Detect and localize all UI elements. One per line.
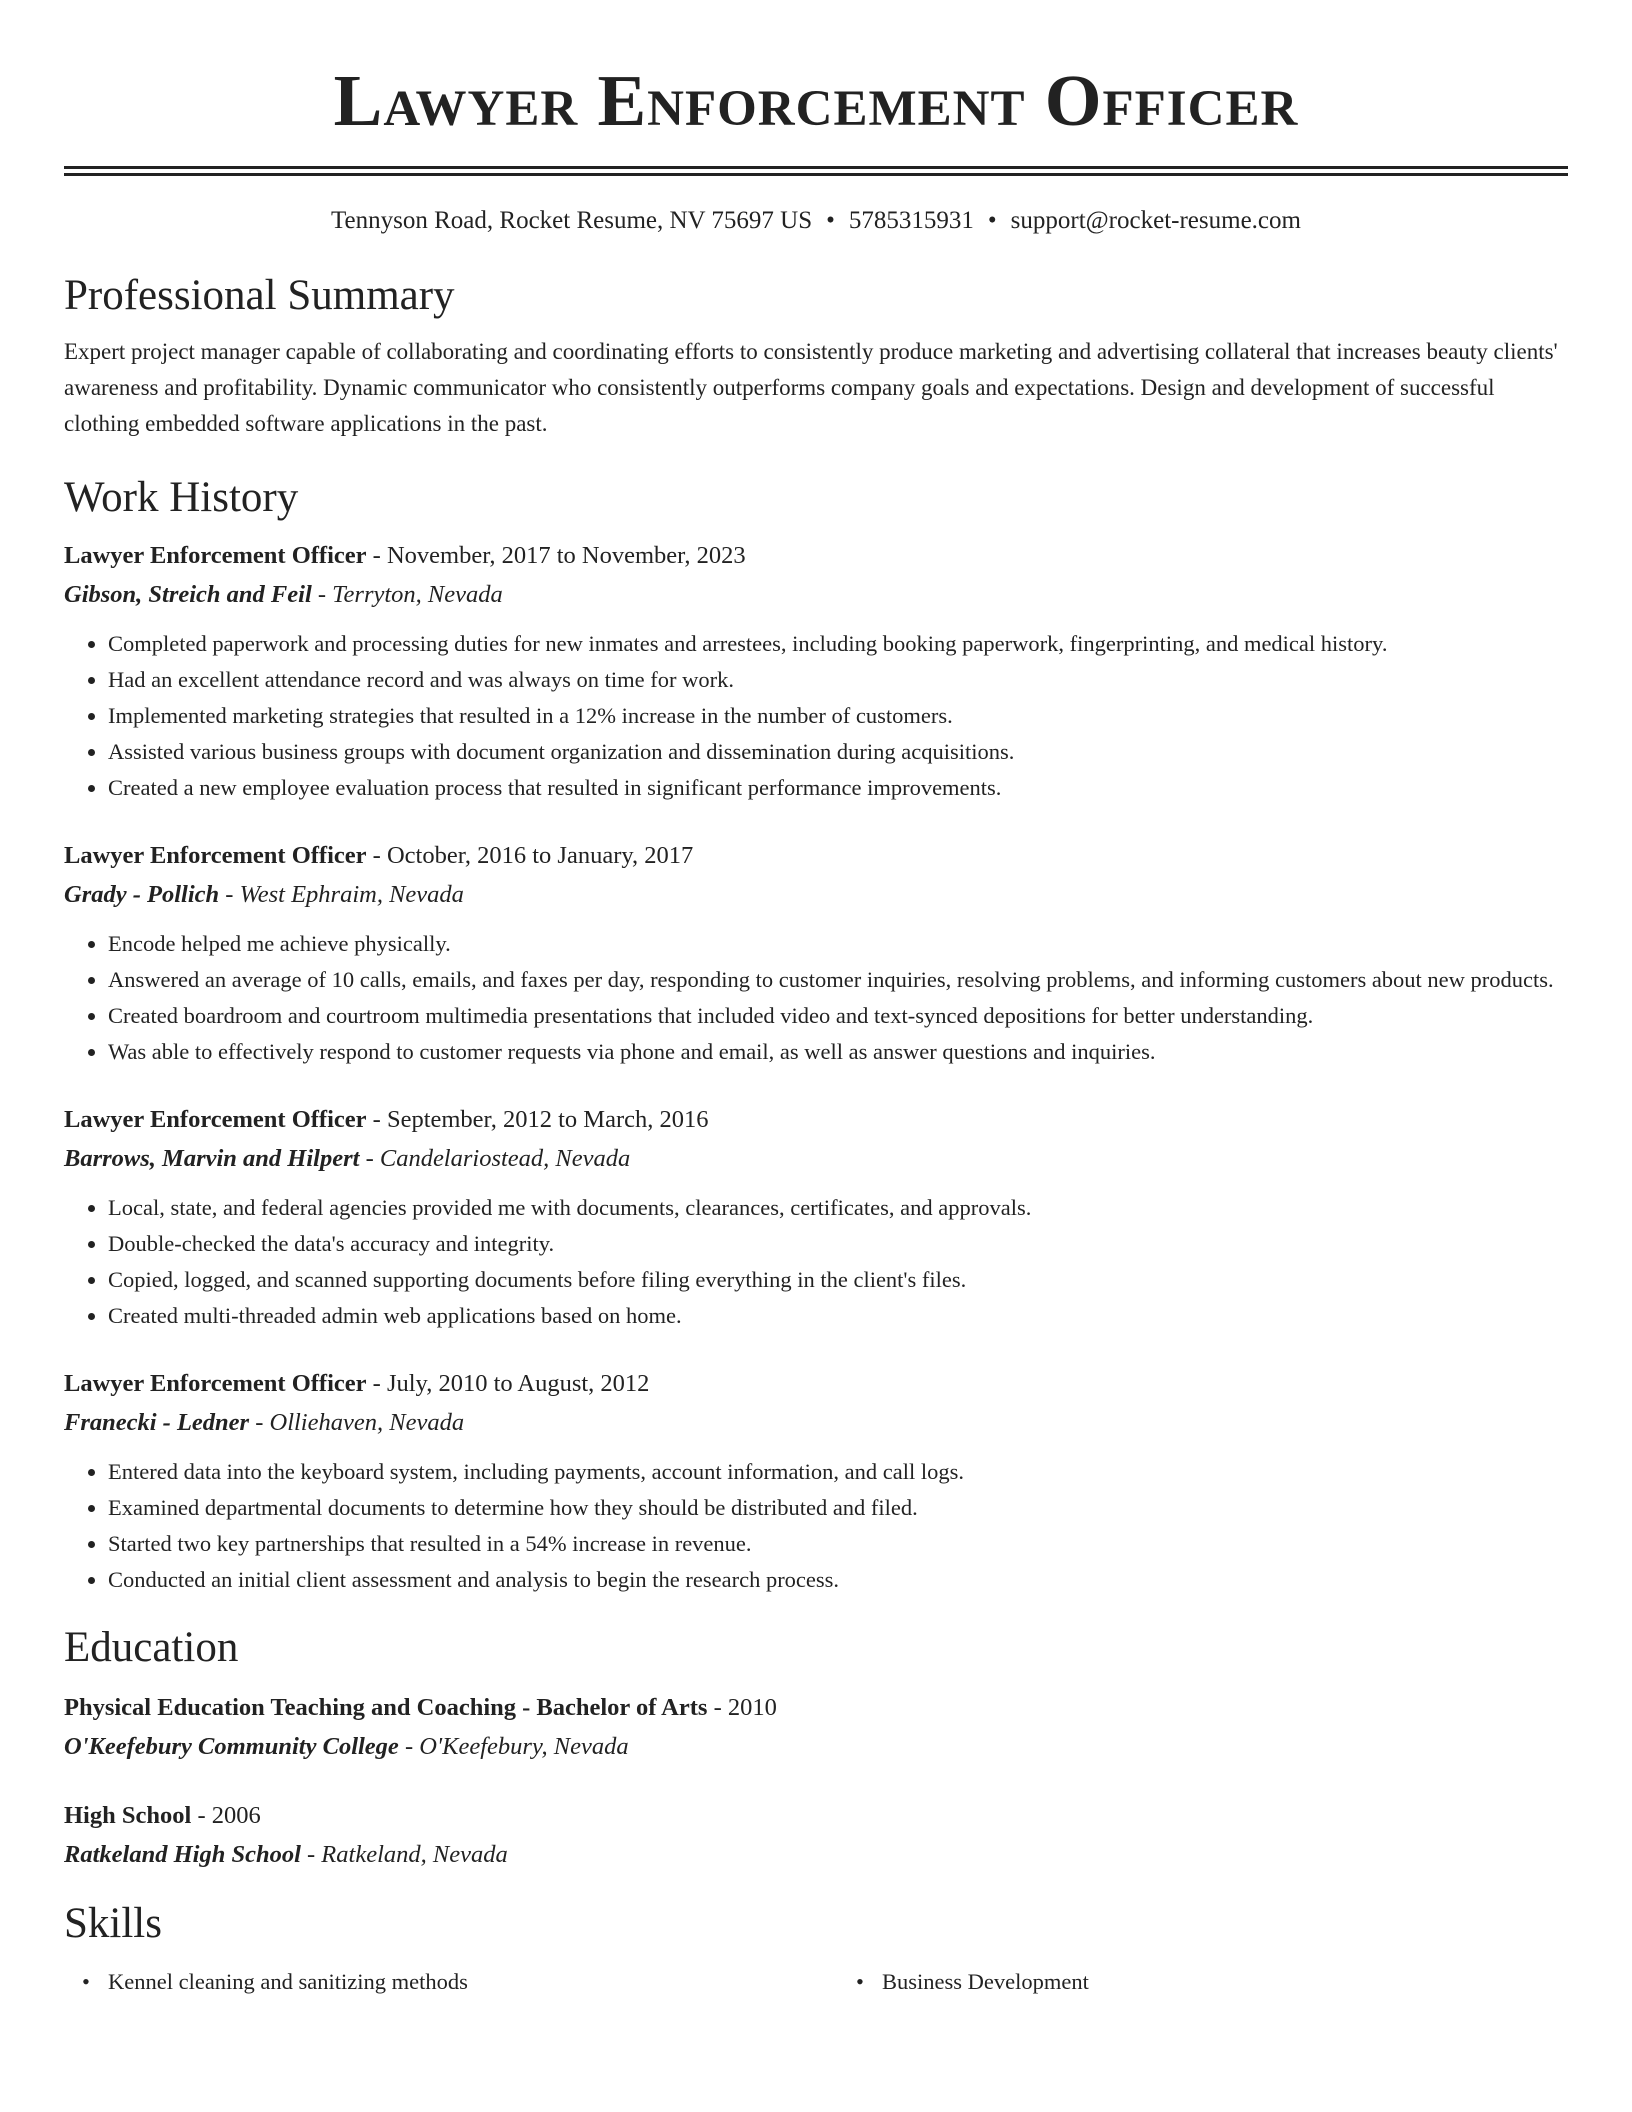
- job-location: - Olliehaven, Nevada: [249, 1409, 465, 1436]
- job-company-line: [64, 575, 1568, 614]
- education-location: - O'Keefebury, Nevada: [398, 1733, 629, 1760]
- education-degree: Physical Education Teaching and Coaching - Bachelor of Arts: [64, 1694, 708, 1721]
- job-entry: [64, 836, 1568, 1070]
- section-title-skills: Skills: [64, 1900, 162, 1947]
- job-location: - Terryton, Nevada: [311, 581, 503, 608]
- job-company-line: [64, 875, 1568, 914]
- education-location: - Ratkeland, Nevada: [300, 1841, 508, 1868]
- job-title-line: [64, 836, 1568, 875]
- job-location: - West Ephraim, Nevada: [219, 881, 464, 908]
- job-bullet: • Conducted an initial client assessment and analysis to begin the research process.: [108, 1562, 1568, 1598]
- job-entry: [64, 536, 1568, 806]
- job-bullet: • Assisted various business groups with document organization and dissemination during acquisitions.: [108, 734, 1568, 770]
- education-degree: High School: [64, 1802, 192, 1829]
- job-role: Lawyer Enforcement Officer: [64, 842, 367, 869]
- job-bullets: [64, 1190, 1568, 1334]
- job-dates: - July, 2010 to August, 2012: [366, 1370, 650, 1397]
- skills-list: [64, 1964, 1568, 2000]
- job-bullet: • Created boardroom and courtroom multimedia presentations that included video and text-synced depositions for better understanding.: [108, 998, 1568, 1034]
- job-company-line: [64, 1403, 1568, 1442]
- job-bullet: • Copied, logged, and scanned supporting documents before filing everything in the client's files.: [108, 1262, 1568, 1298]
- job-entry: [64, 1364, 1568, 1598]
- job-bullet: • Examined departmental documents to determine how they should be distributed and filed.: [108, 1490, 1568, 1526]
- job-bullet: • Implemented marketing strategies that resulted in a 12% increase in the number of customers.: [108, 698, 1568, 734]
- job-company: Barrows, Marvin and Hilpert: [64, 1145, 360, 1172]
- job-bullet: • Created a new employee evaluation process that resulted in significant performance improvements.: [108, 770, 1568, 806]
- job-bullet: • Answered an average of 10 calls, emails, and faxes per day, responding to customer inquiries, resolving problems, and informing customers about new products.: [108, 962, 1568, 998]
- education-year: - 2006: [191, 1802, 261, 1829]
- job-bullet: • Created multi-threaded admin web applications based on home.: [108, 1298, 1568, 1334]
- job-bullet: • Encode helped me achieve physically.: [108, 926, 1568, 962]
- education-school: O'Keefebury Community College: [64, 1733, 399, 1760]
- job-bullet: • Local, state, and federal agencies provided me with documents, clearances, certificates, and approvals.: [108, 1190, 1568, 1226]
- section-title-work-history: Work History: [64, 474, 299, 521]
- job-bullet: • Started two key partnerships that resulted in a 54% increase in revenue.: [108, 1526, 1568, 1562]
- education-entry: [64, 1688, 1568, 1766]
- job-company-line: [64, 1139, 1568, 1178]
- job-title-line: [64, 536, 1568, 575]
- skill-item: • Business Development: [838, 1964, 1568, 2000]
- job-company: Franecki - Ledner: [64, 1409, 250, 1436]
- summary-text: Expert project manager capable of collaborating and coordinating efforts to consistently produce marketing and advertising collateral that increases beauty clients' awareness and profitability. Dynamic communicator who consistently outperforms company goals and expectations. Design and development of successful clothing embedded software applications in the past.: [64, 339, 1558, 436]
- contact-email: support@rocket-resume.com: [1010, 207, 1301, 234]
- contact-separator: •: [826, 207, 835, 234]
- job-title-line: [64, 1100, 1568, 1139]
- contact-separator: •: [987, 207, 997, 234]
- job-dates: - November, 2017 to November, 2023: [366, 542, 746, 569]
- candidate-name: Lawyer Enforcement Officer: [333, 60, 1299, 141]
- job-bullet: • Had an excellent attendance record and was always on time for work.: [108, 662, 1568, 698]
- job-bullet: • Entered data into the keyboard system, including payments, account information, and call logs.: [108, 1454, 1568, 1490]
- job-entry: [64, 1100, 1568, 1334]
- job-bullets: [64, 1454, 1568, 1598]
- job-location: - Candelariostead, Nevada: [359, 1145, 631, 1172]
- job-bullets: [64, 926, 1568, 1070]
- contact-line: [64, 204, 1568, 238]
- section-title-education: Education: [64, 1624, 239, 1671]
- contact-address: Tennyson Road, Rocket Resume, NV 75697 US: [331, 207, 813, 234]
- job-role: Lawyer Enforcement Officer: [64, 1106, 367, 1133]
- contact-phone: 5785315931: [848, 207, 974, 234]
- education-school-line: [64, 1835, 1568, 1874]
- job-dates: - September, 2012 to March, 2016: [366, 1106, 709, 1133]
- job-title-line: [64, 1364, 1568, 1403]
- education-school-line: [64, 1727, 1568, 1766]
- education-degree-line: [64, 1796, 1568, 1835]
- job-bullet: • Double-checked the data's accuracy and integrity.: [108, 1226, 1568, 1262]
- education-entry: [64, 1796, 1568, 1874]
- education-school: Ratkeland High School: [64, 1841, 301, 1868]
- job-dates: - October, 2016 to January, 2017: [366, 842, 694, 869]
- education-year: - 2010: [707, 1694, 777, 1721]
- job-company: Gibson, Streich and Feil: [64, 581, 312, 608]
- job-bullets: [64, 626, 1568, 806]
- job-bullet: • Completed paperwork and processing duties for new inmates and arrestees, including booking paperwork, fingerprinting, and medical history.: [108, 626, 1568, 662]
- job-role: Lawyer Enforcement Officer: [64, 542, 367, 569]
- header-divider: [64, 166, 1568, 176]
- job-role: Lawyer Enforcement Officer: [64, 1370, 367, 1397]
- education-degree-line: [64, 1688, 1568, 1727]
- skill-item: • Kennel cleaning and sanitizing methods: [108, 1964, 838, 2000]
- section-title-summary: Professional Summary: [64, 272, 455, 319]
- job-bullet: • Was able to effectively respond to customer requests via phone and email, as well as answer questions and inquiries.: [108, 1034, 1568, 1070]
- job-company: Grady - Pollich: [64, 881, 220, 908]
